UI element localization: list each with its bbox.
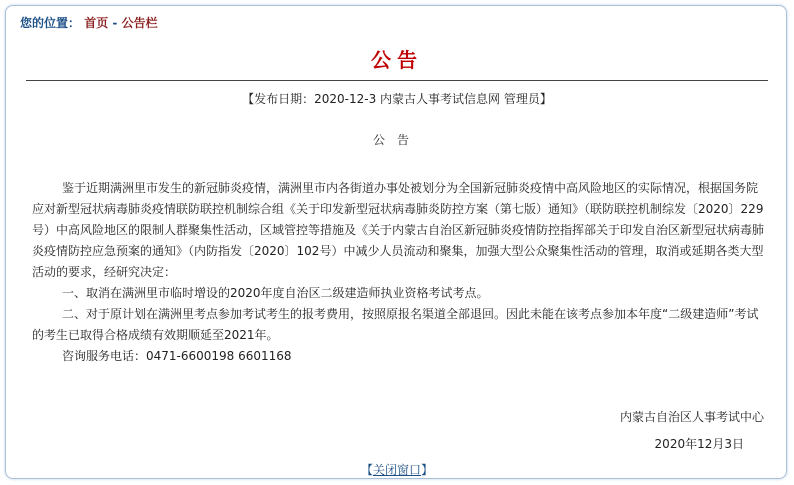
contact-phone: 咨询服务电话：0471-6600198 6601168 [62, 349, 292, 363]
close-bracket-right: 】 [421, 463, 434, 477]
breadcrumb-label: 您的位置： [20, 16, 81, 30]
breadcrumb-current[interactable]: 公告栏 [121, 16, 158, 30]
notice-subheading: 公告 [372, 133, 421, 147]
breadcrumb-separator: - [112, 16, 118, 30]
paragraph-item-1 [32, 283, 768, 304]
signature-block [620, 404, 764, 458]
breadcrumb [20, 14, 158, 31]
title-divider [26, 80, 768, 81]
paragraph-contact [32, 346, 768, 367]
publish-meta: 【发布日期：2020-12-3 内蒙古人事考试信息网 管理员】 [242, 92, 552, 106]
close-window-wrapper [0, 461, 794, 478]
close-bracket-left: 【 [360, 463, 373, 477]
paragraph-item-2 [32, 304, 768, 346]
paragraph-item-2-text: 二、对于原计划在满洲里考点参加考试考生的报考费用，按照原报名渠道全部退回。因此未能在该考点参加本年度“二级建造师”考试的考生已取得合格成绩有效期顺延至2021年。 [32, 307, 759, 342]
signature-organization: 内蒙古自治区人事考试中心 [619, 410, 764, 424]
close-window-link[interactable]: 关闭窗口 [372, 463, 421, 477]
signature-date: 2020年12月3日 [654, 437, 744, 451]
paragraph-intro-text: 鉴于近期满洲里市发生的新冠肺炎疫情，满洲里市内各街道办事处被划分为全国新冠肺炎疫情中高风险地区的实际情况，根据国务院应对新型冠状病毒肺炎疫情联防联控机制综合组《关于印发新型冠状病毒肺炎防控方案（第七版）通知》（联防联控机制综发〔2020〕229号）中高风险地区的限制人群聚集性活动，区域管控等措施及《关于内蒙古自治区新冠肺炎疫情防控指挥部关于印发自治区新型冠状病毒肺炎疫情防控应急预案的通知》（内防指发〔2020〕102号）中减少人员流动和聚集，加强大型公众聚集性活动的管理，取消或延期各类大型活动的要求，经研究决定： [32, 181, 765, 279]
notice-body [32, 178, 768, 367]
paragraph-intro [32, 178, 768, 283]
breadcrumb-home-link[interactable]: 首页 [84, 16, 109, 30]
paragraph-item-1-text: 一、取消在满洲里市临时增设的2020年度自治区二级建造师执业资格考试考点。 [62, 286, 489, 300]
page-title: 公告 [371, 48, 423, 72]
